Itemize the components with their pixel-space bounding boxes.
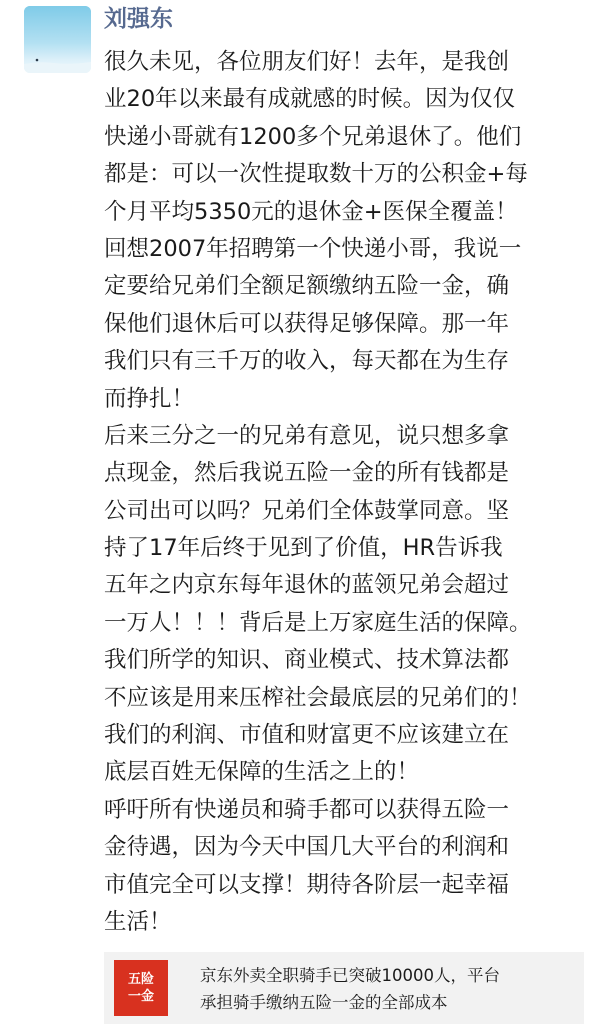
sky-landscape-avatar-icon (24, 6, 91, 73)
card-title (200, 962, 576, 1016)
card-title-line2: 承担骑手缴纳五险一金的全部成本 (200, 993, 448, 1012)
post-text-line: 快递小哥就有1200多个兄弟退休了。他们 (104, 123, 522, 150)
post-text-line: 我们所学的知识、商业模式、技术算法都 (104, 647, 510, 674)
post-text-line: 呼吁所有快递员和骑手都可以获得五险一 (104, 796, 510, 823)
post-text-line: 五年之内京东每年退休的蓝领兄弟会超过 (104, 572, 510, 599)
post-text-line: 很久未见，各位朋友们好！去年，是我创 (104, 49, 510, 75)
card-title-line1: 京东外卖全职骑手已突破10000人，平台 (200, 966, 500, 985)
post-text-line: 我们只有三千万的收入，每天都在为生存 (104, 348, 510, 375)
post-text-line: 底层百姓无保障的生活之上的！ (104, 759, 420, 786)
thumb-text-line2: 一金 (127, 989, 154, 1004)
post-text-line: 公司出可以吗？兄弟们全体鼓掌同意。坚 (104, 497, 510, 524)
post-text-line: 回想2007年招聘第一个快递小哥，我说一 (104, 235, 522, 262)
author-avatar[interactable] (24, 6, 91, 73)
author-name[interactable]: 刘强东 (104, 6, 173, 32)
thumb-text-line1: 五险 (127, 972, 154, 987)
post-text-line: 保他们退休后可以获得足够保障。那一年 (104, 310, 510, 337)
post-text-line: 市值完全可以支撑！期待各阶层一起幸福 (104, 871, 510, 898)
post-text-line: 个月平均5350元的退休金+医保全覆盖！ (104, 198, 518, 225)
post-text-line: 不应该是用来压榨社会最底层的兄弟们的！ (104, 684, 532, 711)
post-text-line: 点现金，然后我说五险一金的所有钱都是 (104, 460, 510, 487)
post-text-line: 业20年以来最有成就感的时候。因为仅仅 (104, 86, 516, 113)
post-text-line: 金待遇，因为今天中国几大平台的利润和 (104, 834, 510, 861)
post-text-line: 后来三分之一的兄弟有意见，说只想多拿 (104, 422, 510, 449)
post-text (104, 44, 590, 941)
post-text-line: 一万人！！！背后是上万家庭生活的保障。 (104, 609, 532, 636)
post-text-line: 我们的利润、市值和财富更不应该建立在 (104, 722, 510, 749)
post-text-line: 定要给兄弟们全额足额缴纳五险一金，确 (104, 273, 510, 300)
post-text-line: 持了17年后终于见到了价值，HR告诉我 (104, 535, 503, 562)
card-thumbnail (114, 960, 168, 1016)
post-text-line: 生活！ (104, 908, 172, 935)
post-text-line: 而挣扎！ (104, 385, 195, 412)
post-text-line: 都是：可以一次性提取数十万的公积金+每 (104, 161, 528, 188)
shared-link-card[interactable] (104, 952, 584, 1024)
